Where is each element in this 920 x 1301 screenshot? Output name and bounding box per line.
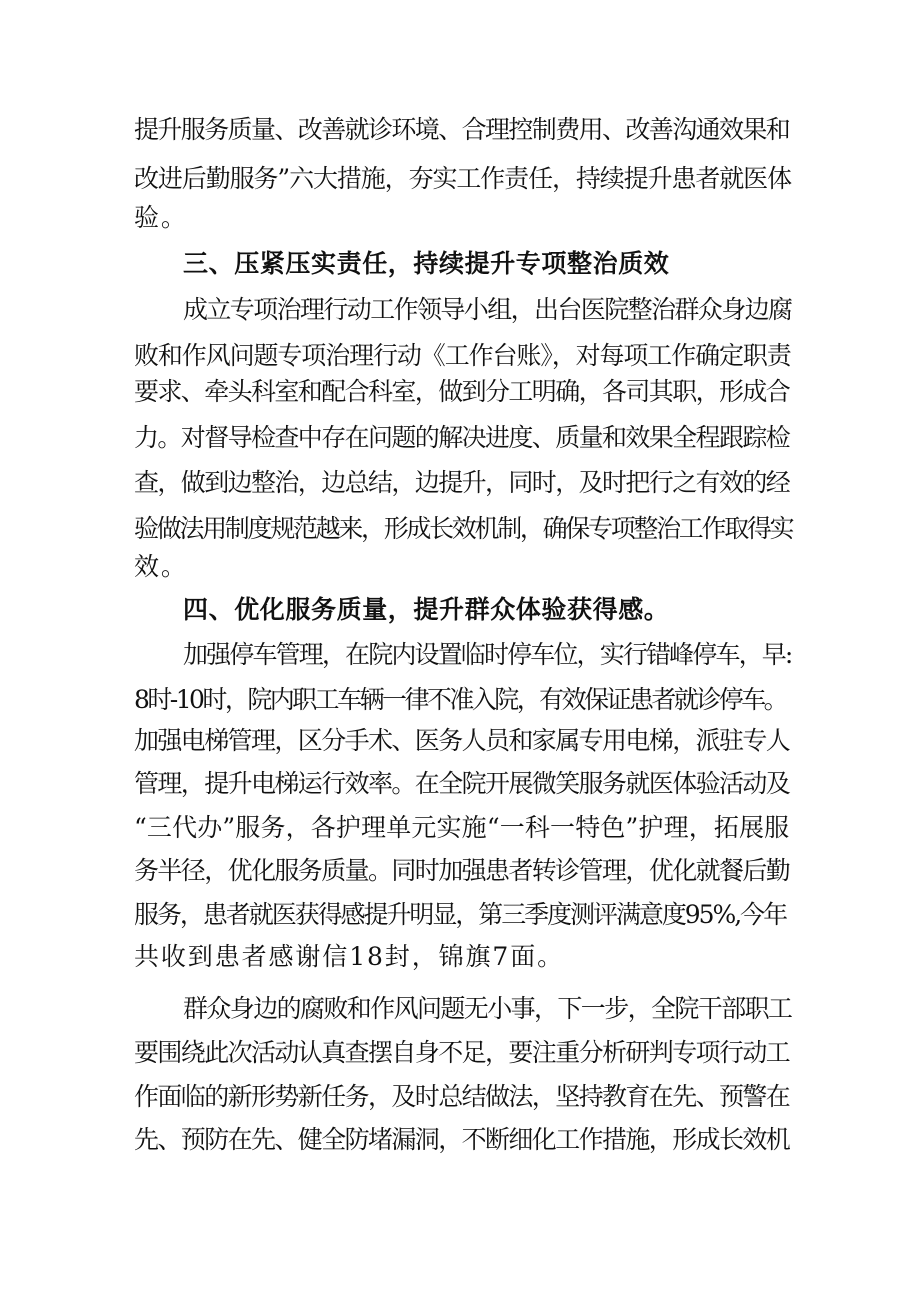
body-line: 败和作风问题专项治理行动《工作台账》，对每项工作确定职责	[134, 341, 791, 370]
body-line: 提升服务质量、改善就诊环境、合理控制费用、改善沟通效果和	[134, 115, 790, 144]
body-line: 效。	[134, 552, 188, 581]
body-line: “三代办”服务，各护理单元实施“一科一特色”护理，拓展服	[134, 813, 790, 842]
body-line: 管理，提升电梯运行效率。在全院开展微笑服务就医体验活动及	[134, 769, 790, 798]
body-line: 验做法用制度规范越来，形成长效机制，确保专项整治工作取得实	[134, 514, 793, 543]
body-line: 作面临的新形势新任务，及时总结做法，坚持教育在先、预警在	[134, 1082, 790, 1111]
section-heading-3: 三、压紧压实责任，持续提升专项整治质效	[183, 249, 670, 278]
body-line: 先、预防在先、健全防堵漏洞，不断细化工作措施，形成长效机	[134, 1125, 790, 1154]
body-line: 查，做到边整治，边总结，边提升，同时，及时把行之有效的经	[134, 468, 790, 497]
body-line: 成立专项治理行动工作领导小组，出台医院整治群众身边腐	[183, 295, 792, 324]
body-line: 要求、牵头科室和配合科室，做到分工明确，各司其职，形成合	[134, 377, 790, 406]
body-line: 改进后勤服务”六大措施，夯实工作责任，持续提升患者就医体	[134, 164, 791, 193]
body-line: 加强电梯管理，区分手术、医务人员和家属专用电梯，派驻专人	[134, 726, 790, 755]
body-line: 服务，患者就医获得感提升明显，第三季度测评满意度95%,今年	[134, 900, 787, 929]
body-line: 8时-10时，院内职工车辆一律不准入院，有效保证患者就诊停车。	[134, 685, 787, 714]
body-line: 力。对督导检查中存在问题的解决进度、质量和效果全程跟踪检	[134, 423, 790, 452]
body-line: 群众身边的腐败和作风问题无小事，下一步，全院干部职工	[183, 994, 792, 1023]
body-line: 共收到患者感谢信18封，锦旗7面。	[134, 942, 565, 971]
body-line: 务半径，优化服务质量。同时加强患者转诊管理，优化就餐后勤	[134, 856, 790, 885]
body-line: 加强停车管理，在院内设置临时停车位，实行错峰停车，早:	[183, 640, 792, 669]
section-heading-4: 四、优化服务质量，提升群众体验获得感。	[183, 595, 670, 624]
body-line: 要围绕此次活动认真查摆自身不足，要注重分析研判专项行动工	[134, 1038, 790, 1067]
body-line: 验。	[134, 203, 188, 232]
